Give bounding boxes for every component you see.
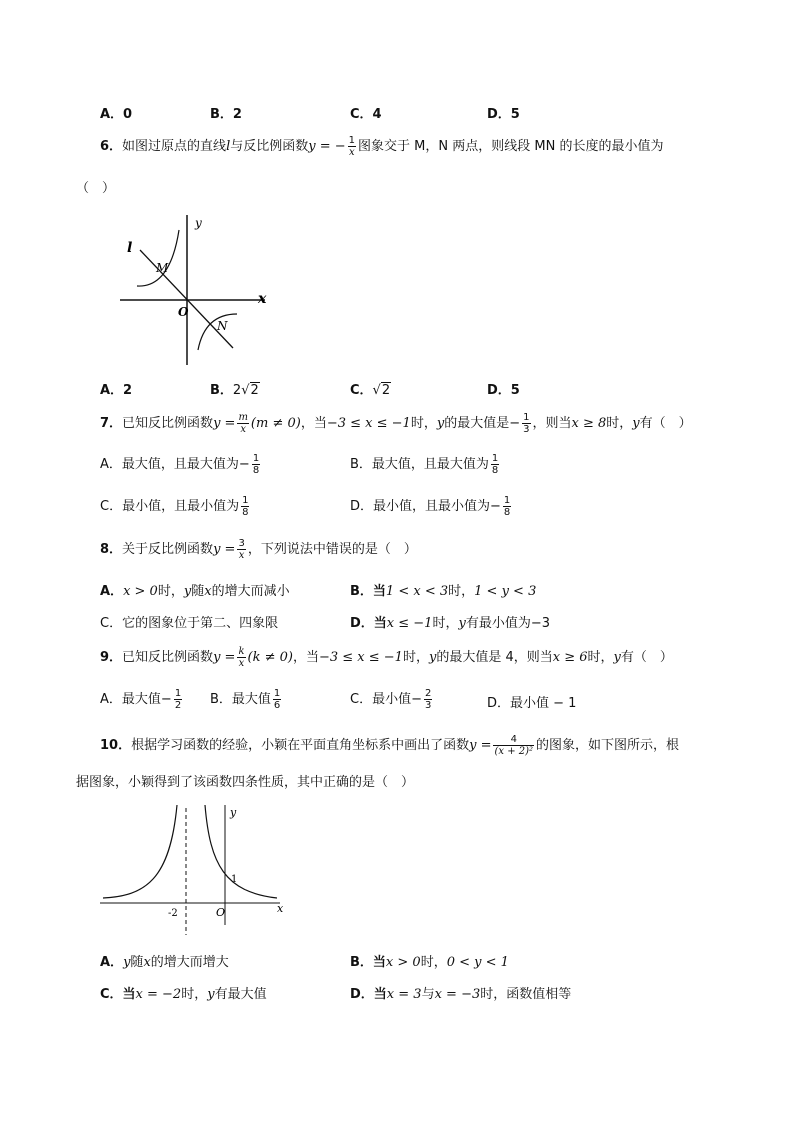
q7-function: y = <box>213 416 236 431</box>
q10-frac-den: (x + 2)² <box>494 746 534 757</box>
q7-text: 时， <box>410 416 437 431</box>
q9-range2: x ≥ 6 <box>552 650 588 665</box>
q8-stem <box>100 538 417 561</box>
q10-option-d-math: x = 3 <box>386 987 422 1002</box>
q7-range2: x ≥ 8 <box>571 416 607 431</box>
q9-option-c-text: C．最小值 <box>350 692 412 707</box>
q10-option-a-y: y <box>123 955 131 970</box>
q6-option-b-coef: 2 <box>232 383 242 398</box>
q8-option-d-text2: 有最小值为 <box>465 616 531 631</box>
q7-text: 已知反比例函数 <box>122 416 214 431</box>
q7-text: ，当 <box>300 416 327 431</box>
q7-number: 7． <box>100 416 123 431</box>
q8-option-a-label: A． <box>100 584 124 599</box>
q8-function: y = <box>213 542 236 557</box>
q7-option-d[interactable] <box>350 495 513 518</box>
q6-branch-upper <box>137 230 179 286</box>
q9-option-a-den: 2 <box>174 700 182 711</box>
q9-text: 的最大值是 4，则当 <box>436 650 553 665</box>
q6-line-symbol: l <box>226 139 231 154</box>
q7-option-c-num: 1 <box>242 495 249 506</box>
q8-fraction <box>237 538 245 561</box>
q7-option-b-frac <box>491 453 499 476</box>
q8-option-a-text: 时， <box>157 584 184 599</box>
q6-option-b-sqrt: √2 <box>241 383 259 398</box>
q8-option-a-x: x <box>204 584 212 599</box>
q10-option-c-text: 时， <box>181 987 208 1002</box>
q7-text: ，则当 <box>532 416 572 431</box>
q6-stem <box>100 135 663 158</box>
q10-frac-num: 4 <box>493 734 534 746</box>
q7-y: y <box>436 416 445 431</box>
q9-option-c-den: 3 <box>424 700 432 711</box>
q10-option-b[interactable] <box>350 951 509 970</box>
q8-option-b-text: 时， <box>448 584 475 599</box>
q8-text: 关于反比例函数 <box>122 542 214 557</box>
q6-label-y: y <box>195 216 202 230</box>
q7-frac-num: m <box>238 412 248 423</box>
q8-option-b[interactable] <box>350 580 536 599</box>
q9-option-c-neg: − <box>411 692 422 707</box>
q7-option-b-num: 1 <box>491 453 499 464</box>
q10-label-one: 1 <box>231 874 238 885</box>
q6-option-b-label: B． <box>210 383 233 398</box>
q7-option-d-neg: − <box>490 499 501 514</box>
q7-max-fraction <box>522 412 530 435</box>
q10-option-c-text2: 有最大值 <box>214 987 267 1002</box>
q6-frac-den: x <box>349 147 355 158</box>
q8-option-d-label: D．当 <box>350 616 387 631</box>
q10-stem <box>100 734 679 757</box>
q6-frac-num: 1 <box>348 135 356 146</box>
q8-option-b-label: B．当 <box>350 584 386 599</box>
q7-text: 的最大值是 <box>444 416 510 431</box>
q10-option-b-math2: 0 < y < 1 <box>446 955 509 970</box>
q9-text: ，当 <box>292 650 319 665</box>
q10-option-d-text: 与 <box>421 987 435 1002</box>
q7-range: −3 ≤ x ≤ −1 <box>326 416 411 431</box>
q7-condition: (m ≠ 0) <box>250 416 301 431</box>
q6-text: 与反比例函数 <box>230 139 309 154</box>
q5-option-c[interactable]: C．4 <box>350 107 382 122</box>
q9-frac-den: x <box>238 658 245 669</box>
q9-option-a-frac <box>174 688 182 711</box>
q9-frac-num: k <box>238 646 245 657</box>
q6-option-b[interactable] <box>210 379 260 398</box>
q7-fraction <box>237 412 248 435</box>
q10-option-a-text: 随 <box>130 955 144 970</box>
q10-option-a-label: A． <box>100 955 124 970</box>
q10-option-d-label: D．当 <box>350 987 387 1002</box>
q10-function: y = <box>469 738 492 753</box>
q7-option-c-text: C．最小值，且最小值为 <box>100 499 240 514</box>
q9-option-b-num: 1 <box>273 688 281 699</box>
q7-option-c-den: 8 <box>242 507 249 518</box>
q6-function: y = − <box>308 139 346 154</box>
q10-option-c-math: x = −2 <box>135 987 182 1002</box>
q7-option-a[interactable] <box>100 453 262 476</box>
q9-option-c[interactable] <box>350 688 434 711</box>
q10-option-b-label: B．当 <box>350 955 386 970</box>
q7-option-b-den: 8 <box>491 465 499 476</box>
q7-max-num: 1 <box>523 412 530 423</box>
q9-option-a-num: 1 <box>174 688 182 699</box>
q6-option-c-radicand: 2 <box>381 383 391 398</box>
q8-option-d-math: x ≤ −1 <box>386 616 433 631</box>
q9-fraction <box>237 646 245 669</box>
q10-option-c-label: C．当 <box>100 987 136 1002</box>
q9-option-b-frac <box>273 688 281 711</box>
q7-option-a-num: 1 <box>252 453 260 464</box>
q6-label-n: N <box>217 319 228 333</box>
q6-option-a[interactable]: A．2 <box>100 383 133 398</box>
q10-option-c[interactable] <box>100 983 267 1002</box>
q9-stem <box>100 646 673 669</box>
q9-option-a-neg: − <box>160 692 172 707</box>
q10-label-o: O <box>216 906 226 919</box>
q7-option-b-text: B．最大值，且最大值为 <box>350 457 489 472</box>
q8-text: ，下列说法中错误的是（ ） <box>247 542 417 557</box>
q9-function: y = <box>213 650 236 665</box>
q10-option-c-y: y <box>207 987 215 1002</box>
q7-option-c[interactable] <box>100 495 251 518</box>
q7-option-a-neg: − <box>238 457 250 472</box>
q10-option-b-text: 时， <box>420 955 447 970</box>
q10-fraction <box>493 734 534 757</box>
q9-option-b[interactable] <box>210 688 283 711</box>
q7-option-c-frac <box>241 495 249 518</box>
q6-figure <box>115 210 275 370</box>
q9-number: 9． <box>100 650 123 665</box>
q8-option-a-text2: 随 <box>191 584 205 599</box>
q8-option-b-math2: 1 < y < 3 <box>474 584 537 599</box>
q8-option-d-text: 时， <box>432 616 459 631</box>
q6-text: 如图过原点的直线 <box>122 139 227 154</box>
q9-option-d[interactable]: D．最小值 − 1 <box>487 696 577 711</box>
q10-option-a-text2: 的增大而增大 <box>150 955 229 970</box>
q9-y: y <box>428 650 437 665</box>
q7-neg: − <box>509 416 521 431</box>
q9-text: 时， <box>587 650 614 665</box>
q9-option-b-text: B．最大值 <box>210 692 271 707</box>
q7-option-d-den: 8 <box>503 507 511 518</box>
q7-frac-den: x <box>240 424 246 435</box>
q10-label-neg2: -2 <box>168 908 178 919</box>
q6-text: 图象交于 M，N 两点，则线段 MN 的长度的最小值为 <box>358 139 664 154</box>
q5-option-a[interactable]: A．0 <box>100 107 133 122</box>
q8-frac-den: x <box>238 550 245 561</box>
q9-text: 已知反比例函数 <box>122 650 214 665</box>
q6-label-o: O <box>178 305 189 319</box>
q8-option-d[interactable] <box>350 612 550 631</box>
q5-option-b[interactable]: B．2 <box>210 107 242 122</box>
q9-option-a-text: A．最大值 <box>100 692 161 707</box>
q8-option-c[interactable] <box>100 612 278 631</box>
q7-text: 时， <box>606 416 633 431</box>
q10-number: 10． <box>100 738 132 753</box>
q7-stem <box>100 412 692 435</box>
q7-max-den: 3 <box>523 424 530 435</box>
q6-option-c-sqrt: √2 <box>372 383 391 398</box>
q9-range: −3 ≤ x ≤ −1 <box>318 650 403 665</box>
q8-option-b-math: 1 < x < 3 <box>385 584 449 599</box>
q7-option-d-frac <box>503 495 511 518</box>
q10-figure <box>95 800 290 940</box>
q7-option-a-frac <box>252 453 260 476</box>
q7-option-b[interactable] <box>350 453 501 476</box>
q5-option-d[interactable]: D．5 <box>487 107 520 122</box>
q10-label-x: x <box>277 902 284 915</box>
q8-option-c-text: C．它的图象位于第二、四象限 <box>100 616 279 631</box>
q6-option-c[interactable] <box>350 379 391 398</box>
q7-option-a-text: A．最大值，且最大值为 <box>100 457 239 472</box>
q6-option-c-label: C． <box>350 383 373 398</box>
q9-option-a[interactable] <box>100 688 184 711</box>
q9-option-c-num: 2 <box>424 688 432 699</box>
q7-option-d-num: 1 <box>503 495 511 506</box>
q8-option-d-y: y <box>458 616 466 631</box>
q9-y2: y <box>613 650 621 665</box>
q9-option-c-frac <box>424 688 432 711</box>
q6-label-m: M <box>156 261 169 275</box>
q10-option-d-math2: x = −3 <box>434 987 481 1002</box>
q10-option-a-x: x <box>143 955 151 970</box>
q10-text: 的图象，如下图所示，根 <box>536 738 680 753</box>
q7-text: 有（ ） <box>639 416 692 431</box>
q7-y2: y <box>632 416 640 431</box>
q6-label-x: x <box>258 291 267 307</box>
q9-text: 时， <box>402 650 429 665</box>
q6-number: 6． <box>100 139 123 154</box>
q7-option-d-text: D．最小值，且最小值为 <box>350 499 491 514</box>
q6-paren: （ ） <box>76 181 116 196</box>
q8-option-a-y: y <box>183 584 192 599</box>
q8-option-d-value: −3 <box>530 616 551 631</box>
q10-branch-right <box>205 805 277 898</box>
q10-text: 根据学习函数的经验，小颖在平面直角坐标系中画出了函数 <box>131 738 470 753</box>
q6-option-d[interactable]: D．5 <box>487 383 520 398</box>
q10-option-a[interactable] <box>100 951 229 970</box>
q8-frac-num: 3 <box>238 538 245 549</box>
q9-condition: (k ≠ 0) <box>247 650 293 665</box>
q6-fraction <box>348 135 356 158</box>
q10-option-d[interactable] <box>350 983 571 1002</box>
q10-stem-line2: 据图象，小颖得到了该函数四条性质，其中正确的是（ ） <box>76 775 415 790</box>
q8-option-a[interactable] <box>100 580 290 599</box>
q8-option-a-text3: 的增大而减小 <box>211 584 290 599</box>
q10-label-y: y <box>230 806 237 819</box>
q6-label-l: l <box>127 240 133 256</box>
q9-text: 有（ ） <box>620 650 673 665</box>
q8-number: 8． <box>100 542 123 557</box>
q6-option-b-radicand: 2 <box>250 383 259 398</box>
q10-branch-left <box>103 805 177 898</box>
q10-option-d-text2: 时，函数值相等 <box>480 987 572 1002</box>
q10-option-b-math: x > 0 <box>385 955 421 970</box>
q9-option-b-den: 6 <box>273 700 281 711</box>
q8-option-a-math: x > 0 <box>123 584 158 599</box>
q7-option-a-den: 8 <box>252 465 260 476</box>
